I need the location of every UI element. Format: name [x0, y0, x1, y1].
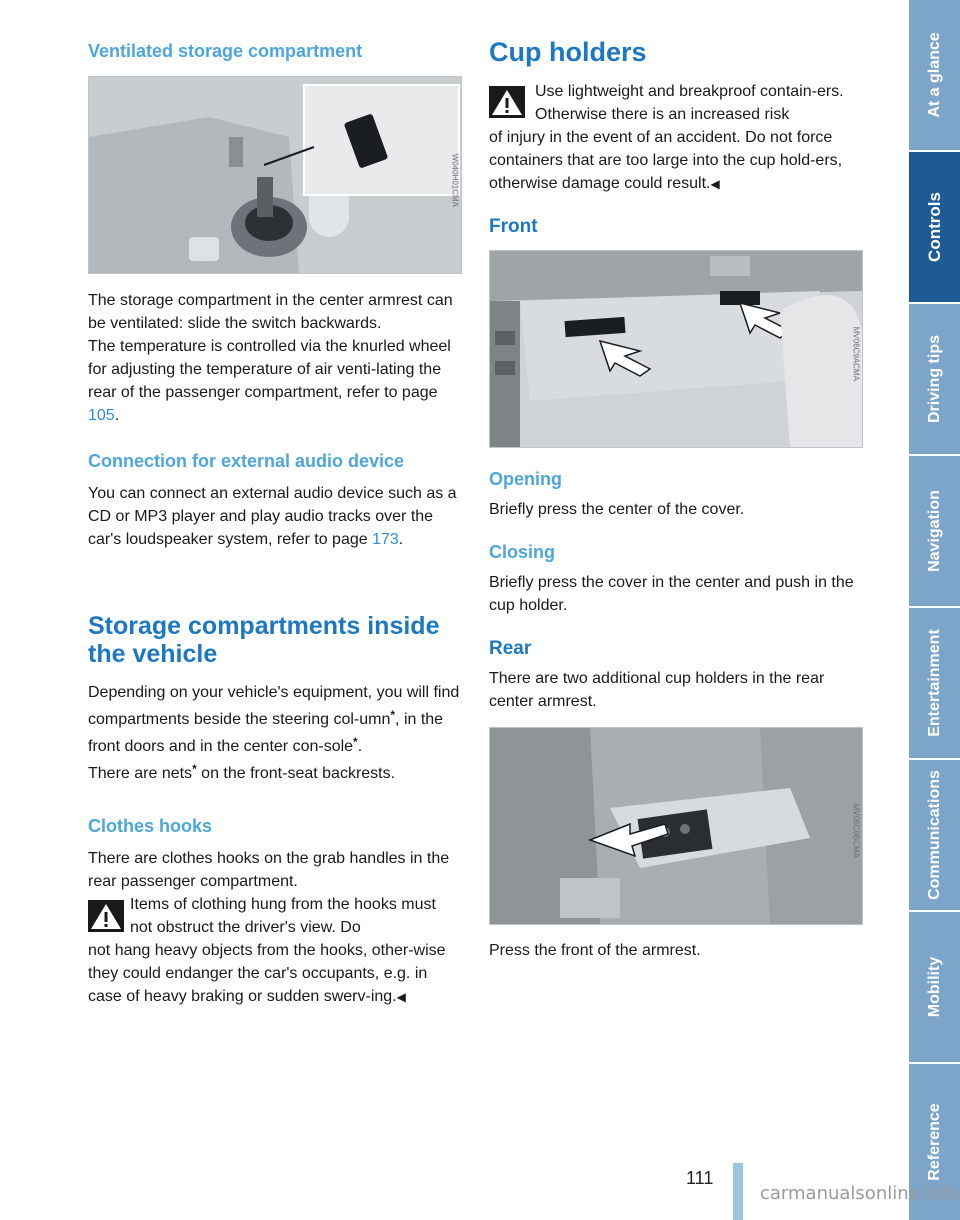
text-storage-3: .	[357, 738, 363, 755]
warning-hooks-body	[88, 939, 464, 1009]
page-number-bar	[733, 1163, 743, 1220]
warning-icon	[88, 900, 124, 932]
tab-label: Communications	[925, 770, 943, 900]
tab-controls[interactable]	[909, 152, 960, 304]
tab-entertainment[interactable]	[909, 608, 960, 760]
tab-driving-tips[interactable]	[909, 304, 960, 456]
paragraph-closing: Briefly press the cover in the center and push in the cup holder.	[489, 574, 854, 614]
heading-opening: Opening	[489, 469, 562, 489]
tab-label: At a glance	[925, 32, 943, 118]
photo-code: MV06C9BCMA	[851, 803, 860, 858]
text-period: .	[114, 407, 120, 424]
photo-rear-cup-holder	[489, 727, 863, 925]
paragraph-opening: Briefly press the center of the cover.	[489, 501, 745, 518]
photo-ventilated-storage	[88, 76, 462, 274]
text-storage-4: There are nets	[88, 765, 193, 782]
end-mark: ◀	[396, 990, 406, 1004]
page-link-173[interactable]: 173	[372, 531, 399, 548]
heading-storage-compartments: Storage compartments inside the vehicle	[88, 612, 440, 668]
paragraph-rear: There are two additional cup holders in the rear center armrest.	[489, 670, 825, 710]
text-audio: You can connect an external audio device such as a CD or MP3 player and play audio tracks over the car's loudspeaker system, refer to page	[88, 485, 457, 548]
paragraph-storage	[88, 681, 464, 785]
photo-code: MV06C9ACMA	[851, 326, 860, 381]
page-number: 111	[686, 1168, 714, 1188]
star-marker: *	[390, 708, 396, 722]
end-mark: ◀	[710, 177, 720, 191]
heading-ventilated-storage: Ventilated storage compartment	[88, 41, 363, 61]
dashboard-illustration	[490, 251, 862, 447]
heading-cup-holders: Cup holders	[489, 37, 647, 67]
warning-cup-lead: Use lightweight and breakproof contain-ers. Otherwise there is an increased risk	[535, 83, 844, 123]
tab-label: Entertainment	[925, 629, 943, 737]
chapter-sidebar	[909, 0, 960, 1220]
rear-armrest-illustration	[490, 728, 862, 924]
star-marker: *	[353, 735, 358, 749]
text-temperature: The temperature is controlled via the knurled wheel for adjusting the temperature of air venti-lating the rear of the passenger compartment, refer to page	[88, 338, 451, 401]
text-storage-1: Depending on your vehicle's equipment, you will find compartments beside the steering col-umn	[88, 684, 460, 728]
paragraph-audio	[88, 482, 464, 551]
photo-code: W040H01CMA	[450, 153, 459, 207]
tab-mobility[interactable]	[909, 912, 960, 1064]
tab-communications[interactable]	[909, 760, 960, 912]
watermark: carmanualsonline.info	[760, 1183, 960, 1204]
warning-hooks-lead: Items of clothing hung from the hooks must not obstruct the driver's view. Do	[130, 896, 436, 936]
heading-clothes-hooks: Clothes hooks	[88, 816, 213, 836]
heading-front: Front	[489, 216, 538, 237]
heading-external-audio: Connection for external audio device	[88, 451, 405, 471]
paragraph-hooks: There are clothes hooks on the grab handles in the rear passenger compartment.	[88, 850, 450, 890]
tab-at-a-glance[interactable]	[909, 0, 960, 152]
tab-label: Driving tips	[925, 334, 943, 424]
warning-icon	[489, 86, 525, 118]
armrest-illustration	[89, 77, 461, 273]
text-storage-2: , in the front doors and in the center con-sole	[88, 711, 444, 755]
tab-navigation[interactable]	[909, 456, 960, 608]
heading-rear: Rear	[489, 638, 532, 659]
text-warning-cup: of injury in the event of an accident. Do not force containers that are too large into the cup hold-ers, otherwise damage could result.	[489, 129, 843, 192]
paragraph-ventilation: The storage compartment in the center armrest can be ventilated: slide the switch backwards.	[88, 292, 453, 332]
paragraph-temperature	[88, 335, 464, 427]
text-period: .	[398, 531, 404, 548]
text-storage-5: on the front-seat backrests.	[196, 765, 396, 782]
text-warning-hooks: not hang heavy objects from the hooks, other-wise they could endanger the car's occupants, e.g. in case of heavy braking or sudden swerv-ing.	[88, 942, 446, 1005]
tab-label: Mobility	[925, 956, 943, 1018]
heading-closing: Closing	[489, 542, 555, 562]
star-marker: *	[192, 762, 197, 776]
tab-label: Navigation	[925, 490, 943, 572]
tab-label: Reference	[925, 1103, 943, 1181]
photo-front-cup-holder	[489, 250, 863, 448]
page-link-105[interactable]: 105	[88, 407, 115, 424]
paragraph-press-armrest: Press the front of the armrest.	[489, 942, 701, 959]
warning-cup-body	[489, 126, 865, 196]
tab-label: Controls	[924, 192, 944, 262]
